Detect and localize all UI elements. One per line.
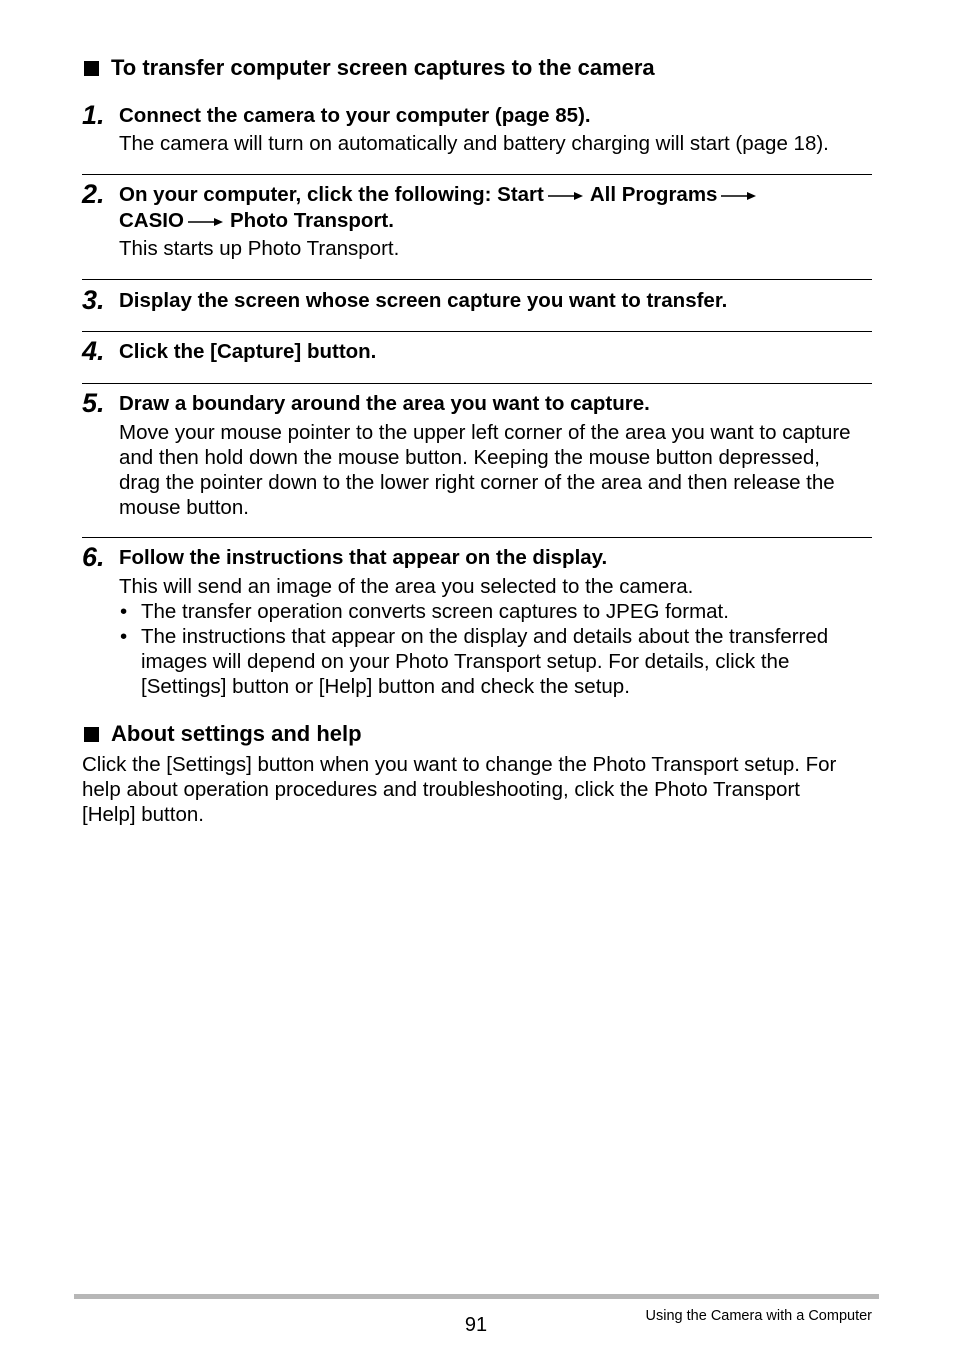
step-number-2: 2.	[82, 179, 105, 209]
step-2-title-line-1: On your computer, click the following: Start All Programs	[119, 182, 763, 208]
bullet-dot: •	[120, 625, 128, 648]
page-number: 91	[464, 1314, 488, 1336]
step-1-title: Connect the camera to your computer (page 85).	[119, 104, 591, 127]
square-bullet-icon	[84, 727, 99, 742]
divider	[82, 331, 872, 332]
section-heading-transfer: To transfer computer screen captures to the camera	[84, 55, 655, 81]
arrow-right-icon	[548, 191, 584, 201]
step-number-5: 5.	[82, 388, 105, 418]
step-1-body: The camera will turn on automatically and battery charging will start (page 18).	[119, 132, 829, 155]
divider	[82, 279, 872, 280]
divider	[82, 537, 872, 538]
step-number-3: 3.	[82, 285, 105, 315]
step-6-title: Follow the instructions that appear on the display.	[119, 546, 608, 569]
section-2-body: Click the [Settings] button when you want to change the Photo Transport setup. For help about operation procedures and troubleshooting, click the Photo Transport [Help] button.	[82, 753, 837, 826]
section-heading-settings-help: About settings and help	[84, 721, 362, 747]
chapter-title: Using the Camera with a Computer	[645, 1308, 872, 1324]
bullet-item: The transfer operation converts screen captures to JPEG format.	[141, 600, 729, 623]
arrow-right-icon	[721, 191, 757, 201]
divider	[82, 383, 872, 384]
step-5-title: Draw a boundary around the area you want to capture.	[119, 392, 650, 415]
step-5-body: Move your mouse pointer to the upper left corner of the area you want to capture and then hold down the mouse button. Keeping the mouse button depressed, drag the pointer down to the lower right corner of the area and then release the mouse button.	[119, 421, 851, 519]
step-4-title: Click the [Capture] button.	[119, 340, 377, 363]
step-number-4: 4.	[82, 336, 105, 366]
step-number-1: 1.	[82, 100, 105, 130]
step-6-body: This will send an image of the area you selected to the camera.	[119, 575, 694, 598]
step-2-title-line-2: CASIO Photo Transport.	[119, 209, 394, 232]
step-2-body: This starts up Photo Transport.	[119, 237, 400, 260]
square-bullet-icon	[84, 61, 99, 76]
bullet-dot: •	[120, 600, 128, 623]
divider	[82, 174, 872, 175]
step-number-6: 6.	[82, 542, 105, 572]
arrow-right-icon	[188, 217, 224, 227]
bullet-item: The instructions that appear on the display and details about the transferred images will depend on your Photo Transport setup. For details, click the [Settings] button or [Help] button and check the setup.	[141, 625, 829, 698]
footer-rule	[74, 1294, 879, 1299]
step-3-title: Display the screen whose screen capture you want to transfer.	[119, 289, 728, 312]
